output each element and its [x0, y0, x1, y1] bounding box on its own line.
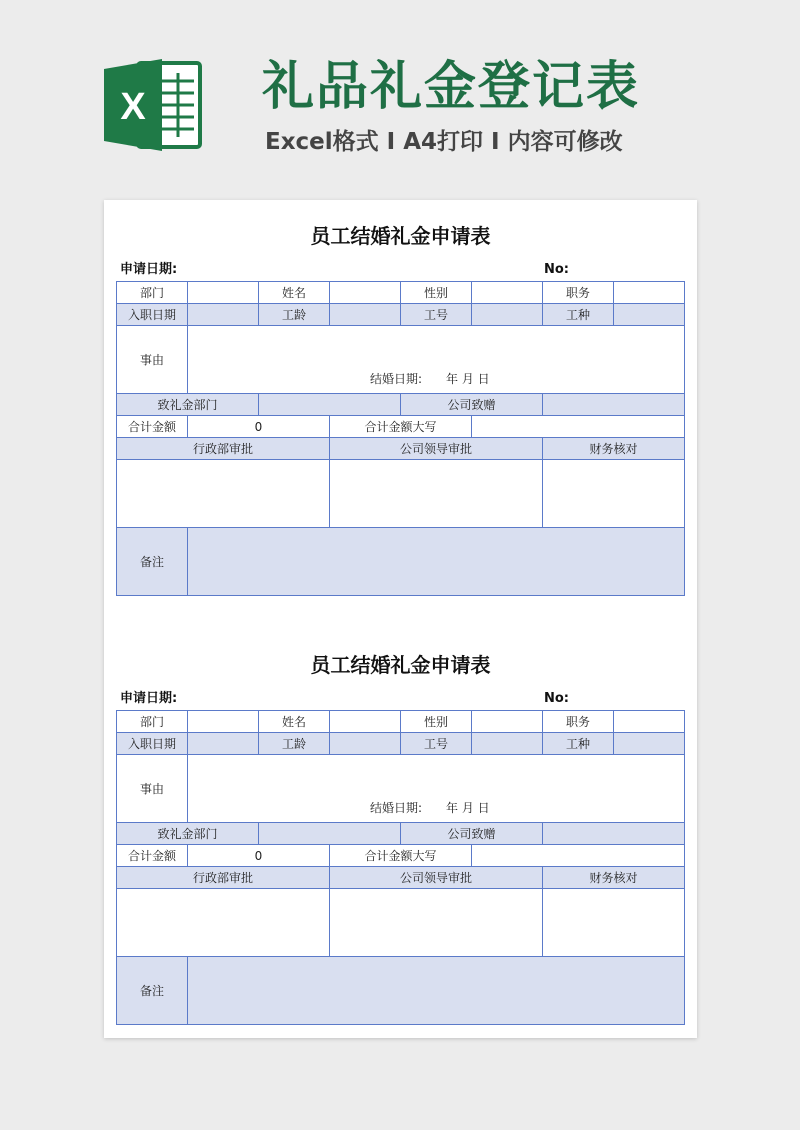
emp-no-field[interactable] [472, 733, 543, 755]
no-label: No: [544, 262, 570, 277]
total-label: 合计金额 [117, 416, 188, 438]
excel-logo-icon [104, 57, 204, 153]
total-value[interactable]: 0 [188, 416, 330, 438]
reason-label: 事由 [117, 326, 188, 394]
company-gift-field[interactable] [543, 394, 685, 416]
gender-label: 性别 [401, 711, 472, 733]
finance-check-field[interactable] [543, 460, 685, 528]
leader-approval-label: 公司领导审批 [330, 438, 543, 460]
gift-dept-label: 致礼金部门 [117, 823, 259, 845]
total-upper-field[interactable] [472, 845, 685, 867]
no-label: No: [544, 691, 570, 706]
total-label: 合计金额 [117, 845, 188, 867]
join-date-field[interactable] [188, 733, 259, 755]
remarks-field[interactable] [188, 528, 685, 596]
leader-approval-field[interactable] [330, 460, 543, 528]
position-field[interactable] [614, 282, 685, 304]
paper-sheet [104, 200, 697, 1038]
company-gift-label: 公司致赠 [401, 394, 543, 416]
gender-field[interactable] [472, 282, 543, 304]
name-field[interactable] [330, 282, 401, 304]
total-upper-label: 合计金额大写 [330, 416, 472, 438]
marriage-date-ymd: 年 月 日 [446, 801, 490, 815]
position-label: 职务 [543, 282, 614, 304]
page-subtitle: Excel格式 I A4打印 I 内容可修改 [265, 129, 623, 155]
name-label: 姓名 [259, 282, 330, 304]
seniority-label: 工龄 [259, 304, 330, 326]
name-field[interactable] [330, 711, 401, 733]
job-type-label: 工种 [543, 304, 614, 326]
gift-dept-field[interactable] [259, 394, 401, 416]
job-type-field[interactable] [614, 733, 685, 755]
dept-field[interactable] [188, 711, 259, 733]
form-table [116, 281, 685, 596]
position-field[interactable] [614, 711, 685, 733]
emp-no-label: 工号 [401, 304, 472, 326]
emp-no-field[interactable] [472, 304, 543, 326]
svg-text:X: X [120, 86, 146, 128]
page-title: 礼品礼金登记表 [262, 57, 641, 117]
join-date-field[interactable] [188, 304, 259, 326]
form-table [116, 710, 685, 1025]
page-header [0, 0, 800, 200]
admin-approval-field[interactable] [117, 460, 330, 528]
seniority-field[interactable] [330, 304, 401, 326]
leader-approval-field[interactable] [330, 889, 543, 957]
dept-label: 部门 [117, 711, 188, 733]
admin-approval-label: 行政部审批 [117, 438, 330, 460]
finance-check-label: 财务核对 [543, 867, 685, 889]
reason-field[interactable] [188, 755, 685, 823]
admin-approval-label: 行政部审批 [117, 867, 330, 889]
finance-check-label: 财务核对 [543, 438, 685, 460]
remarks-label: 备注 [117, 528, 188, 596]
gift-dept-field[interactable] [259, 823, 401, 845]
reason-field[interactable] [188, 326, 685, 394]
dept-field[interactable] [188, 282, 259, 304]
gender-label: 性别 [401, 282, 472, 304]
company-gift-label: 公司致赠 [401, 823, 543, 845]
join-date-label: 入职日期 [117, 304, 188, 326]
marriage-date-ymd: 年 月 日 [446, 372, 490, 386]
leader-approval-label: 公司领导审批 [330, 867, 543, 889]
remarks-field[interactable] [188, 957, 685, 1025]
job-type-label: 工种 [543, 733, 614, 755]
remarks-label: 备注 [117, 957, 188, 1025]
total-upper-label: 合计金额大写 [330, 845, 472, 867]
total-value[interactable]: 0 [188, 845, 330, 867]
marriage-date-label: 结婚日期: [370, 372, 423, 386]
form-title: 员工结婚礼金申请表 [310, 653, 491, 677]
position-label: 职务 [543, 711, 614, 733]
seniority-label: 工龄 [259, 733, 330, 755]
emp-no-label: 工号 [401, 733, 472, 755]
form-title: 员工结婚礼金申请表 [310, 224, 491, 248]
seniority-field[interactable] [330, 733, 401, 755]
gender-field[interactable] [472, 711, 543, 733]
join-date-label: 入职日期 [117, 733, 188, 755]
total-upper-field[interactable] [472, 416, 685, 438]
dept-label: 部门 [117, 282, 188, 304]
admin-approval-field[interactable] [117, 889, 330, 957]
job-type-field[interactable] [614, 304, 685, 326]
name-label: 姓名 [259, 711, 330, 733]
reason-label: 事由 [117, 755, 188, 823]
gift-dept-label: 致礼金部门 [117, 394, 259, 416]
company-gift-field[interactable] [543, 823, 685, 845]
apply-date-label: 申请日期: [120, 691, 178, 706]
apply-date-label: 申请日期: [120, 262, 178, 277]
marriage-date-label: 结婚日期: [370, 801, 423, 815]
finance-check-field[interactable] [543, 889, 685, 957]
